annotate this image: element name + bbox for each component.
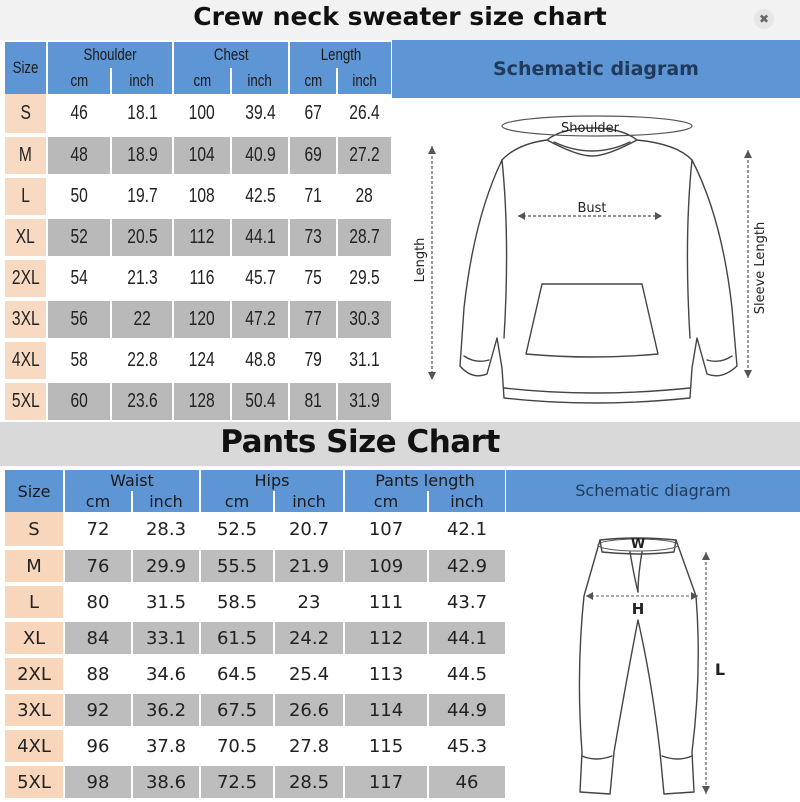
measurement-cell: 79 [289,340,337,381]
table-row [5,94,392,135]
pants-chart-title: Pants Size Chart [220,424,500,460]
measurement-cell: 44.1 [428,620,506,656]
measurement-cell: 42.5 [231,176,289,217]
size-cell: XL [5,217,47,258]
table-row [5,728,506,764]
measurement-cell: 75 [289,258,337,299]
measurement-cell: 28.5 [274,764,344,800]
measurement-cell: 115 [344,728,428,764]
unit-header: cm [173,68,231,94]
measurement-cell: 50 [47,176,111,217]
measurement-cell: 44.5 [428,656,506,692]
unit-header: cm [47,68,111,94]
unit-header: inch [132,491,200,512]
measurement-cell: 77 [289,299,337,340]
table-row [5,656,506,692]
measurement-cell: 72 [64,512,132,548]
measurement-cell: 27.2 [337,135,392,176]
sweater-outline [460,140,737,403]
measurement-cell: 58 [47,340,111,381]
sweater-schematic [392,98,800,420]
measurement-cell: 88 [64,656,132,692]
table-row [5,548,506,584]
measurement-cell: 30.3 [337,299,392,340]
measurement-cell: 38.6 [132,764,200,800]
size-cell: 5XL [5,764,64,800]
measurement-cell: 128 [173,381,231,422]
measurement-cell: 28.7 [337,217,392,258]
unit-header: cm [289,68,337,94]
hips-label: H [631,600,645,618]
measurement-cell: 20.7 [274,512,344,548]
table-row [5,584,506,620]
measurement-cell: 29.5 [337,258,392,299]
measurement-cell: 28.3 [132,512,200,548]
measurement-cell: 104 [173,135,231,176]
measurement-cell: 107 [344,512,428,548]
measurement-cell: 60 [47,381,111,422]
measurement-cell: 52.5 [200,512,274,548]
size-cell: S [5,94,47,135]
size-cell: XL [5,620,64,656]
length-label: Length [413,237,428,283]
table-row [5,764,506,800]
measurement-cell: 58.5 [200,584,274,620]
measurement-cell: 112 [344,620,428,656]
measurement-cell: 48 [47,135,111,176]
table-row [5,176,392,217]
measurement-cell: 81 [289,381,337,422]
measurement-cell: 67 [289,94,337,135]
measurement-cell: 46 [428,764,506,800]
measurement-cell: 84 [64,620,132,656]
size-cell: 2XL [5,656,64,692]
unit-header: cm [64,491,132,512]
measurement-cell: 33.1 [132,620,200,656]
pants-diagram-header: Schematic diagram [506,470,800,512]
measurement-cell: 44.9 [428,692,506,728]
measurement-cell: 26.4 [337,94,392,135]
measurement-cell: 98 [64,764,132,800]
measurement-cell: 61.5 [200,620,274,656]
measurement-cell: 117 [344,764,428,800]
shoulder-label: Shoulder [561,121,619,136]
measurement-cell: 76 [64,548,132,584]
waist-label: W [630,537,646,552]
unit-header: cm [200,491,274,512]
measurement-cell: 27.8 [274,728,344,764]
hips-header: Hips [200,470,344,491]
measurement-cell: 113 [344,656,428,692]
measurement-cell: 92 [64,692,132,728]
measurement-cell: 52 [47,217,111,258]
length-header: Length [289,42,392,68]
measurement-cell: 31.1 [337,340,392,381]
measurement-cell: 44.1 [231,217,289,258]
waist-header: Waist [64,470,200,491]
measurement-cell: 20.5 [111,217,173,258]
unit-header: inch [274,491,344,512]
measurement-cell: 70.5 [200,728,274,764]
pants-schematic [506,512,800,800]
measurement-cell: 116 [173,258,231,299]
measurement-cell: 45.3 [428,728,506,764]
measurement-cell: 108 [173,176,231,217]
measurement-cell: 120 [173,299,231,340]
table-row [5,299,392,340]
size-column-header: Size [5,470,64,512]
measurement-cell: 80 [64,584,132,620]
size-cell: L [5,176,47,217]
measurement-cell: 71 [289,176,337,217]
measurement-cell: 18.9 [111,135,173,176]
measurement-cell: 73 [289,217,337,258]
measurement-cell: 96 [64,728,132,764]
measurement-cell: 111 [344,584,428,620]
measurement-cell: 56 [47,299,111,340]
measurement-cell: 72.5 [200,764,274,800]
measurement-cell: 28 [337,176,392,217]
measurement-cell: 64.5 [200,656,274,692]
measurement-cell: 31.9 [337,381,392,422]
pocket-outline [526,284,658,357]
size-cell: L [5,584,64,620]
measurement-cell: 124 [173,340,231,381]
size-cell: 4XL [5,340,47,381]
sweater-size-table [5,42,393,424]
measurement-cell: 114 [344,692,428,728]
measurement-cell: 26.6 [274,692,344,728]
table-row [5,620,506,656]
measurement-cell: 54 [47,258,111,299]
size-cell: 4XL [5,728,64,764]
measurement-cell: 69 [289,135,337,176]
measurement-cell: 45.7 [231,258,289,299]
measurement-cell: 42.1 [428,512,506,548]
chest-header: Chest [173,42,289,68]
measurement-cell: 29.9 [132,548,200,584]
measurement-cell: 112 [173,217,231,258]
size-cell: S [5,512,64,548]
measurement-cell: 67.5 [200,692,274,728]
measurement-cell: 24.2 [274,620,344,656]
table-row [5,512,506,548]
table-row [5,340,392,381]
pants-length-header: Pants length [344,470,506,491]
size-cell: M [5,548,64,584]
shoulder-header: Shoulder [47,42,173,68]
measurement-cell: 48.8 [231,340,289,381]
measurement-cell: 18.1 [111,94,173,135]
size-column-header: Size [5,42,47,94]
measurement-cell: 55.5 [200,548,274,584]
measurement-cell: 40.9 [231,135,289,176]
table-row [5,381,392,422]
table-row [5,258,392,299]
bust-label: Bust [577,201,607,216]
sweater-diagram-header: Schematic diagram [392,40,800,98]
measurement-cell: 31.5 [132,584,200,620]
unit-header: inch [111,68,173,94]
close-icon[interactable]: ✖ [754,9,774,29]
unit-header: inch [428,491,506,512]
measurement-cell: 47.2 [231,299,289,340]
measurement-cell: 36.2 [132,692,200,728]
pants-length-label: L [714,660,726,679]
measurement-cell: 23 [274,584,344,620]
size-cell: 3XL [5,299,47,340]
size-cell: 5XL [5,381,47,422]
measurement-cell: 25.4 [274,656,344,692]
unit-header: inch [337,68,392,94]
unit-header: inch [231,68,289,94]
table-row [5,692,506,728]
unit-header: cm [344,491,428,512]
measurement-cell: 22.8 [111,340,173,381]
table-row [5,135,392,176]
measurement-cell: 100 [173,94,231,135]
measurement-cell: 42.9 [428,548,506,584]
measurement-cell: 23.6 [111,381,173,422]
measurement-cell: 19.7 [111,176,173,217]
measurement-cell: 43.7 [428,584,506,620]
measurement-cell: 34.6 [132,656,200,692]
measurement-cell: 37.8 [132,728,200,764]
measurement-cell: 50.4 [231,381,289,422]
measurement-cell: 109 [344,548,428,584]
measurement-cell: 46 [47,94,111,135]
measurement-cell: 21.9 [274,548,344,584]
size-cell: 2XL [5,258,47,299]
pants-size-table [5,470,507,802]
size-cell: M [5,135,47,176]
measurement-cell: 21.3 [111,258,173,299]
size-cell: 3XL [5,692,64,728]
measurement-cell: 22 [111,299,173,340]
measurement-cell: 39.4 [231,94,289,135]
sleeve-length-label: Sleeve Length [753,221,768,315]
table-row [5,217,392,258]
sweater-chart-title: Crew neck sweater size chart [193,2,607,31]
pants-title-bar [0,422,800,466]
